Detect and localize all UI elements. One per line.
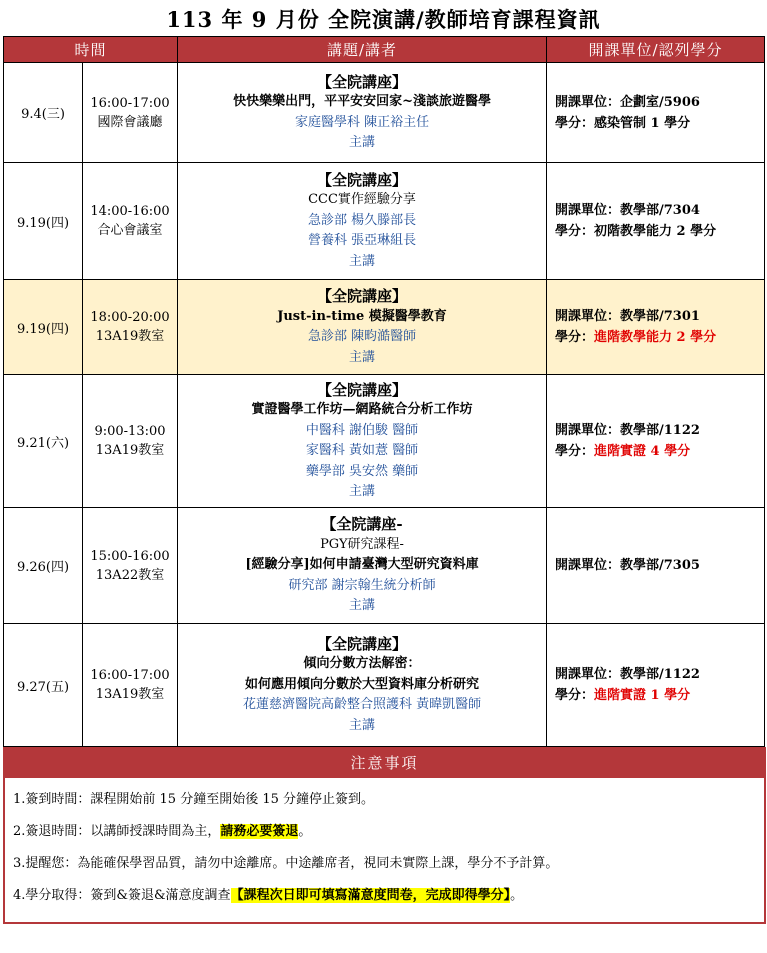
cell-time xyxy=(83,375,178,508)
course-unit: 開課單位：教學部/7301 xyxy=(555,309,700,324)
note-4-highlight: 【課程次日即可填寫滿意度問卷，完成即得學分】 xyxy=(230,888,511,903)
note-1: 1.簽到時間：課程開始前 15 分鐘至開始後 15 分鐘停止簽到。 xyxy=(13,792,375,807)
cell-time xyxy=(83,280,178,375)
lecture-type: 【全院講座- xyxy=(321,515,403,534)
topic-line: Just-in-time 模擬醫學教育 xyxy=(277,308,447,324)
credit-value: 初階教學能力 2 學分 xyxy=(594,224,717,239)
cell-date: 9.26(四) xyxy=(4,508,83,624)
room: 13A19教室 xyxy=(95,687,165,702)
speaker-line: 家庭醫學科 陳正裕主任 xyxy=(294,114,430,130)
cell-unit xyxy=(547,163,765,280)
header-topic: 講題/講者 xyxy=(178,37,547,63)
credit-label: 學分： xyxy=(555,444,595,459)
cell-time xyxy=(83,624,178,747)
speaker-line: 家醫科 黃如薏 醫師 xyxy=(305,443,419,458)
room: 13A19教室 xyxy=(95,329,165,344)
credit-value: 感染管制 1 學分 xyxy=(594,115,691,131)
lecture-type: 【全院講座】 xyxy=(317,634,408,653)
course-unit: 開課單位：教學部/7304 xyxy=(555,203,700,218)
lecture-type: 【全院講座】 xyxy=(317,170,408,189)
note-2-end: 。 xyxy=(298,824,312,839)
table-row xyxy=(4,163,765,280)
speaker-line: 研究部 謝宗翰生統分析師 xyxy=(288,577,436,593)
cell-unit xyxy=(547,280,765,375)
table-row xyxy=(4,63,765,163)
topic-line: [經驗分享]如何申請臺灣大型研究資料庫 xyxy=(245,557,479,573)
topic-line: 實證醫學工作坊—網路統合分析工作坊 xyxy=(251,402,473,417)
time-range: 18:00-20:00 xyxy=(90,310,170,325)
topic-line: CCC實作經驗分享 xyxy=(308,192,416,208)
cell-time xyxy=(83,508,178,624)
cell-date: 9.27(五) xyxy=(4,624,83,747)
note-3: 3.提醒您：為能確保學習品質，請勿中途離席。中途離席者，視同未實際上課，學分不予計算。 xyxy=(13,856,559,871)
speaker-line: 藥學部 吳安然 藥師 xyxy=(305,463,419,479)
credit-line xyxy=(555,327,764,348)
note-4-text: 4.學分取得：簽到&簽退&滿意度調查 xyxy=(13,888,231,903)
note-4-end: 。 xyxy=(510,888,524,903)
credit-label: 學分： xyxy=(555,330,595,345)
speaker-line: 中醫科 謝伯駿 醫師 xyxy=(305,422,419,438)
notes-heading: 注意事項 xyxy=(5,749,764,778)
table-row xyxy=(4,280,765,375)
credit-value: 進階實證 4 學分 xyxy=(594,444,691,459)
speaker-role: 主講 xyxy=(349,253,376,269)
cell-time xyxy=(83,163,178,280)
credit-line xyxy=(555,113,764,134)
schedule-table xyxy=(3,36,765,747)
speaker-role: 主講 xyxy=(349,717,376,733)
cell-unit xyxy=(547,63,765,163)
table-row xyxy=(4,508,765,624)
speaker-line: 急診部 陳畇澔醫師 xyxy=(307,329,417,344)
time-range: 15:00-16:00 xyxy=(90,548,170,564)
time-range: 16:00-17:00 xyxy=(90,95,170,111)
notes-section xyxy=(3,747,766,924)
table-header-row xyxy=(4,37,765,63)
cell-time xyxy=(83,63,178,163)
credit-line xyxy=(555,221,764,242)
header-unit: 開課單位/認列學分 xyxy=(547,37,765,63)
credit-line xyxy=(555,685,764,706)
time-range: 14:00-16:00 xyxy=(90,204,170,219)
time-range: 9:00-13:00 xyxy=(94,424,166,439)
room: 13A19教室 xyxy=(95,443,165,458)
lecture-type: 【全院講座】 xyxy=(317,380,408,399)
lecture-type: 【全院講座】 xyxy=(317,72,408,91)
cell-date: 9.4(三) xyxy=(4,63,83,163)
time-range: 16:00-17:00 xyxy=(90,668,170,683)
page-title: 113 年 9 月份 全院演講/教師培育課程資訊 xyxy=(166,7,601,32)
room: 國際會議廳 xyxy=(97,114,163,130)
lecture-type: 【全院講座】 xyxy=(317,287,408,305)
note-2-highlight: 請務必要簽退 xyxy=(220,824,299,839)
note-4 xyxy=(13,886,764,918)
cell-unit xyxy=(547,375,765,508)
topic-line: PGY研究課程- xyxy=(320,536,404,552)
cell-unit xyxy=(547,508,765,624)
note-2 xyxy=(13,822,764,854)
cell-topic xyxy=(178,163,547,280)
topic-line: 如何應用傾向分數於大型資料庫分析研究 xyxy=(245,676,480,692)
cell-unit xyxy=(547,624,765,747)
course-unit: 開課單位：教學部/1122 xyxy=(555,667,700,682)
credit-label: 學分： xyxy=(555,224,595,239)
course-unit: 開課單位：教學部/7305 xyxy=(555,558,700,573)
credit-line xyxy=(555,441,764,462)
credit-value: 進階教學能力 2 學分 xyxy=(594,330,717,345)
cell-topic xyxy=(178,508,547,624)
credit-value: 進階實證 1 學分 xyxy=(594,688,691,703)
cell-topic xyxy=(178,375,547,508)
cell-topic xyxy=(178,624,547,747)
credit-label: 學分： xyxy=(555,115,595,131)
speaker-role: 主講 xyxy=(349,135,376,150)
cell-date: 9.19(四) xyxy=(4,163,83,280)
header-time: 時間 xyxy=(4,37,178,63)
cell-date: 9.21(六) xyxy=(4,375,83,508)
speaker-role: 主講 xyxy=(349,484,376,499)
cell-date: 9.19(四) xyxy=(4,280,83,375)
cell-topic xyxy=(178,63,547,163)
table-row xyxy=(4,624,765,747)
note-2-text: 2.簽退時間：以講師授課時間為主， xyxy=(13,824,221,839)
speaker-line: 營養科 張亞琳組長 xyxy=(307,233,417,249)
credit-label: 學分： xyxy=(555,688,595,703)
cell-topic xyxy=(178,280,547,375)
speaker-role: 主講 xyxy=(349,598,376,614)
speaker-line: 急診部 楊久滕部長 xyxy=(307,212,417,228)
table-row xyxy=(4,375,765,508)
course-unit: 開課單位：企劃室/5906 xyxy=(555,94,700,110)
room: 合心會議室 xyxy=(97,223,163,238)
topic-line: 傾向分數方法解密： xyxy=(303,656,421,672)
speaker-role: 主講 xyxy=(349,349,376,365)
topic-line: 快快樂樂出門，平平安安回家~淺談旅遊醫學 xyxy=(233,94,491,109)
room: 13A22教室 xyxy=(95,567,165,583)
course-unit: 開課單位：教學部/1122 xyxy=(555,423,700,438)
speaker-line: 花蓮慈濟醫院高齡整合照護科 黃暐凱醫師 xyxy=(242,697,482,713)
